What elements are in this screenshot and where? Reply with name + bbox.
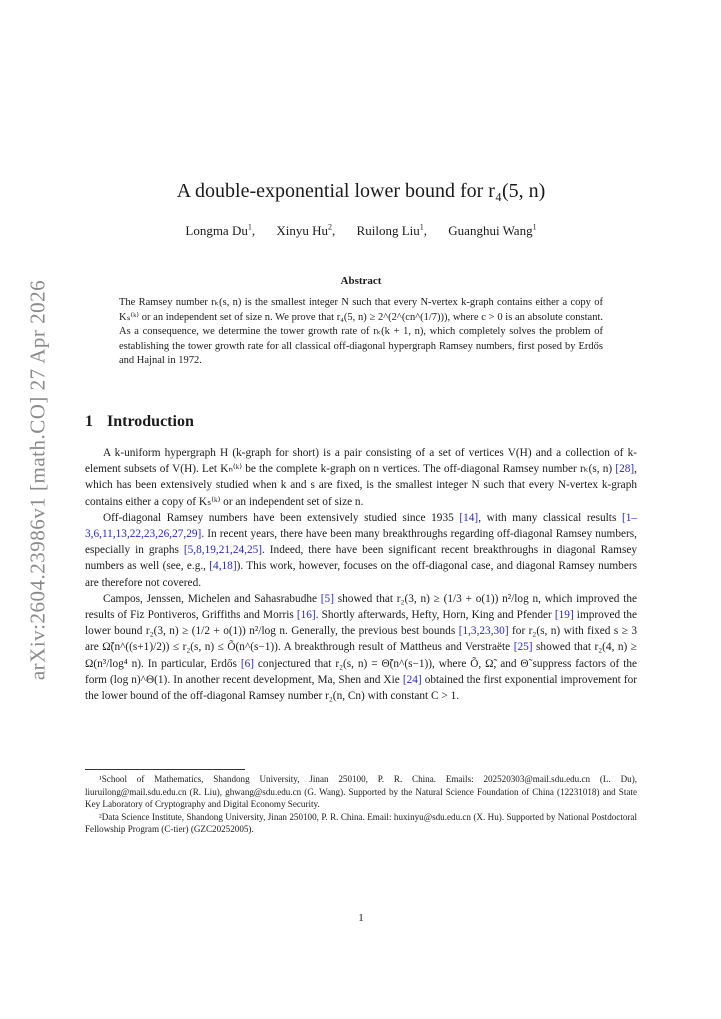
footnote: ²Data Science Institute, Shandong University, Jinan 250100, P. R. China. Email: huxinyu@sdu.edu.cn (X. Hu). Supported by National Postdoctoral Fellowship Program (C-tier) (GZC20252005). — [85, 811, 637, 835]
author: Ruilong Liu$^1$, — [356, 223, 428, 239]
footnote: ¹School of Mathematics, Shandong University, Jinan 250100, P. R. China. Emails: 202520303@mail.sdu.edu.cn (L. Du), liuruilong@mail.sdu.edu.cn (R. Liu), ghwang@sdu.edu.cn (G. Wang). Supported by the Natural Science Foundation of China (12231018) and State Key Laboratory of Cryptography and Digital Economy Security. — [85, 774, 637, 810]
paragraph: Off-diagonal Ramsey numbers have been extensively studied since 1935 [14], with many classical results [1–3,6,11,13,22,23,26,27,29]. In recent years, there have been many breakthroughs regarding off-diagonal Ramsey numbers, especially in graphs [5,8,19,21,24,25]. Indeed, there have been significant recent breakthroughs in diagonal Ramsey numbers as well (see, e.g., [4,18]). This work, however, focuses on the off-diagonal case, and diagonal Ramsey numbers are therefore not covered. — [85, 511, 637, 589]
citation-link[interactable]: [19] — [554, 609, 574, 622]
author: Guanghui Wang$^1$ — [448, 223, 537, 239]
author-list — [85, 223, 637, 239]
footnote-rule — [85, 769, 245, 770]
paper-title: A double-exponential lower bound for r₄(5, n) — [176, 180, 546, 202]
citation-link[interactable]: [16] — [296, 609, 316, 622]
citation-link[interactable]: [5,8,19,21,24,25] — [183, 544, 263, 557]
page-number: 1 — [358, 912, 364, 924]
author: Xinyu Hu$^2$, — [276, 223, 336, 239]
abstract-text: The Ramsey number rₖ(s, n) is the smallest integer N such that every N-vertex k-graph contains either a copy of Kₛ⁽ᵏ⁾ or an independent set of size n. We prove that r₄(5, n) ≥ 2^(2^(cn^(1/7))), where c > 0 is an absolute constant. As a consequence, we determine the tower growth rate of rₖ(k + 1, n), which completely solves the problem of establishing the tower growth rate for all classical off-diagonal hypergraph Ramsey numbers, first posed by Erdős and Hajnal in 1972. — [119, 297, 603, 367]
section-heading — [85, 413, 637, 431]
citation-link[interactable]: [1–3,6,11,13,22,23,26,27,29] — [85, 511, 637, 541]
section-number: 1 — [85, 413, 93, 430]
paragraph: Campos, Jenssen, Michelen and Sahasrabudhe [5] showed that r₂(3, n) ≥ (1/3 + o(1)) n²/log n, which improved the results of Fiz Pontiveros, Griffiths and Morris [16]. Shortly afterwards, Hefty, Horn, King and Pfender [19] improved the lower bound r₂(3, n) ≥ (1/2 + o(1)) n²/log n. Generally, the previous best bounds [1,3,23,30] for r₂(s, n) with fixed s ≥ 3 are Ω̃(n^((s+1)/2)) ≤ r₂(s, n) ≤ Õ(n^(s−1)). A breakthrough result of Mattheus and Verstraëte [25] showed that r₂(4, n) ≥ Ω(n³/log⁴ n). In particular, Erdős [6] conjectured that r₂(s, n) = Θ̃(n^(s−1)), where Õ, Ω̃, and Θ̃ suppress factors of the form (log n)^Θ(1). In another recent development, Ma, Shen and Xie [24] obtained the first exponential improvement for the lower bound of the off-diagonal Ramsey number r₂(n, Cn) with constant C > 1. — [85, 592, 638, 703]
author: Longma Du$^1$, — [185, 223, 256, 239]
arxiv-stamp-text: arXiv:2604.23986v1 [math.CO] 27 Apr 2026 — [25, 279, 50, 681]
footnotes — [85, 773, 637, 836]
citation-link[interactable]: [28] — [615, 463, 635, 476]
arxiv-stamp — [18, 270, 58, 690]
citation-link[interactable]: [14] — [459, 511, 479, 524]
section-body — [85, 445, 637, 704]
citation-link[interactable]: [6] — [240, 657, 255, 670]
citation-link[interactable]: [25] — [513, 641, 533, 654]
paragraph: A k-uniform hypergraph H (k-graph for short) is a pair consisting of a set of vertices V(H) and a collection of k-element subsets of V(H). Let Kₙ⁽ᵏ⁾ be the complete k-graph on n vertices. The off-diagonal Ramsey number rₖ(s, n) [28], which has been extensively studied when k and s are fixed, is the smallest integer N such that every N-vertex k-graph contains either a copy of Kₛ⁽ᵏ⁾ or an independent set of size n. — [85, 447, 637, 508]
abstract-heading: Abstract — [340, 275, 382, 287]
citation-link[interactable]: [24] — [402, 673, 422, 686]
citation-link[interactable]: [4,18] — [209, 560, 237, 573]
citation-link[interactable]: [5] — [320, 592, 334, 605]
citation-link[interactable]: [1,3,23,30] — [458, 625, 509, 638]
section-title: Introduction — [107, 413, 194, 430]
